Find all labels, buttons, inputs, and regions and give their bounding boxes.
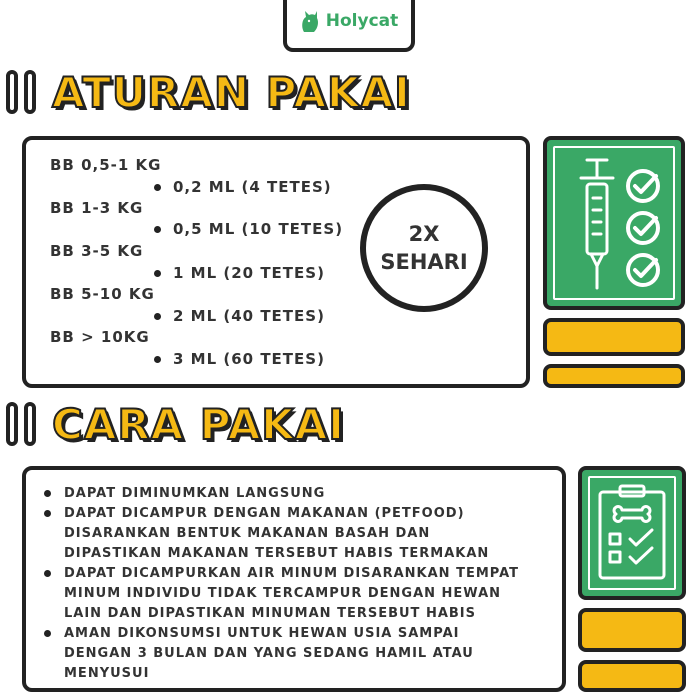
dosage-weight: BB 0,5-1 KG [50,156,162,174]
dosage-weight: BB 3-5 KG [50,242,144,260]
instructions-card [22,466,566,692]
frequency-period: SEHARI [380,250,468,274]
cat-logo-icon [300,9,320,33]
dosage-amount: 0,5 ML (10 TETES) [154,220,343,238]
section-title-cara-pakai: CARA PAKAI [52,400,345,449]
syringe-panel [543,136,685,310]
dosage-amount: 1 ML (20 TETES) [154,264,325,282]
frequency-badge [360,184,488,312]
decorative-yellow-block [543,318,685,356]
clipboard-checklist-icon [596,484,668,582]
instruction-item: AMAN DIKONSUMSI UNTUK HEWAN USIA SAMPAI DENGAN 3 BULAN DAN YANG SEDANG HAMIL ATAU MENYUSUI [40,624,519,684]
syringe-icon [575,154,619,294]
instruction-item: DAPAT DICAMPUR DENGAN MAKANAN (PETFOOD) DISARANKAN BENTUK MAKANAN BASAH DAN DIPASTIKAN MAKANAN TERSEBUT HABIS TERMAKAN [40,504,519,564]
brand-name: Holycat [325,11,399,31]
brand-logo [283,0,415,52]
dosage-weight: BB 5-10 KG [50,285,155,303]
dosage-weight: BB > 10KG [50,328,150,346]
instruction-item: DAPAT DIMINUMKAN LANGSUNG [40,484,519,504]
dosage-weight: BB 1-3 KG [50,199,144,217]
instructions-list [40,484,519,684]
section-title-aturan-pakai: ATURAN PAKAI [52,68,411,117]
dosage-amount: 0,2 ML (4 TETES) [154,178,332,196]
decorative-yellow-block [543,364,685,388]
checkmark-circle-icon [623,208,663,248]
title-accent-bars [6,402,36,446]
instruction-item: DAPAT DICAMPURKAN AIR MINUM DISARANKAN TEMPAT MINUM INDIVIDU TIDAK TERCAMPUR DENGAN HEWAN LAIN DAN DIPASTIKAN MINUMAN TERSEBUT HABIS [40,564,519,624]
dosage-amount: 3 ML (60 TETES) [154,350,325,368]
frequency-count: 2X [408,221,440,246]
decorative-yellow-block [578,608,686,652]
dosage-amount: 2 ML (40 TETES) [154,307,325,325]
checkmark-circle-icon [623,166,663,206]
checkmark-circle-icon [623,250,663,290]
title-accent-bars [6,70,36,114]
clipboard-panel [578,466,686,600]
decorative-yellow-block [578,660,686,692]
